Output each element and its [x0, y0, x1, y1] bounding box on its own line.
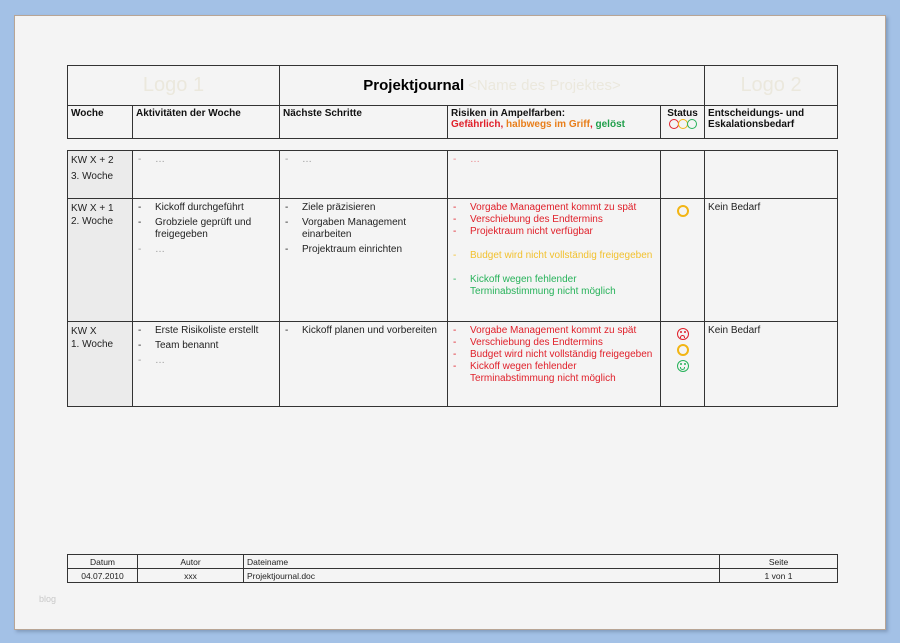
- col-header-risiken: [448, 106, 661, 139]
- risk-legend: [451, 119, 657, 130]
- footer-seite-value: 1 von 1: [720, 569, 838, 583]
- title-cell: [280, 66, 705, 106]
- footer-dateiname-label: Dateiname: [244, 555, 720, 569]
- kw-label: KW X: [71, 326, 97, 337]
- logo-1: Logo 1: [68, 66, 280, 106]
- col-header-naechste: Nächste Schritte: [280, 106, 448, 139]
- happy-face-icon: [687, 119, 697, 129]
- list-item: - …: [136, 154, 276, 166]
- document-footer: [67, 554, 838, 583]
- week-label: 2. Woche: [71, 216, 114, 227]
- legend-yellow: halbwegs im Griff: [506, 119, 590, 130]
- next-steps-cell[interactable]: [280, 322, 448, 407]
- title-row: [68, 66, 838, 106]
- column-header-row: [68, 106, 838, 139]
- status-cell[interactable]: [661, 199, 705, 322]
- list-item: - Kickoff planen und vorbereiten: [283, 325, 444, 337]
- risk-item: - Verschiebung des Endtermins: [451, 337, 657, 349]
- status-title: Status: [667, 108, 698, 119]
- risk-item: - Vorgabe Management kommt zu spät: [451, 202, 657, 214]
- next-steps-cell[interactable]: [280, 199, 448, 322]
- legend-sep: ,: [500, 119, 507, 130]
- list-item: - Kickoff durchgeführt: [136, 202, 276, 214]
- list-item: - Grobziele geprüft und freigegeben: [136, 217, 276, 241]
- risk-item: - Kickoff wegen fehlender Terminabstimmung nicht möglich: [451, 361, 657, 385]
- col-header-aktivitaeten: Aktivitäten der Woche: [133, 106, 280, 139]
- week-label: 3. Woche: [71, 171, 114, 182]
- week-cell: [68, 322, 133, 407]
- risk-item: - Verschiebung des Endtermins: [451, 214, 657, 226]
- list-item: - Projektraum einrichten: [283, 244, 444, 256]
- activities-cell[interactable]: [133, 151, 280, 199]
- list-item: - …: [283, 154, 444, 166]
- footer-header-row: [68, 555, 838, 569]
- legend-red: Gefährlich: [451, 119, 501, 130]
- risks-cell[interactable]: [448, 322, 661, 407]
- legend-green: gelöst: [595, 119, 625, 130]
- list-item: - Erste Risikoliste erstellt: [136, 325, 276, 337]
- project-name-placeholder[interactable]: <Name des Projektes>: [468, 77, 621, 94]
- week-cell: [68, 199, 133, 322]
- risks-cell[interactable]: [448, 199, 661, 322]
- list-item: - Vorgaben Management einarbeiten: [283, 217, 444, 241]
- happy-face-icon: [677, 360, 689, 372]
- logo-2: Logo 2: [705, 66, 838, 106]
- status-legend-icons: [662, 119, 703, 130]
- risk-item: - Projektraum nicht verfügbar: [451, 226, 657, 238]
- neutral-circle-icon: [677, 205, 689, 217]
- footer-autor-value[interactable]: xxx: [138, 569, 244, 583]
- table-row: [68, 199, 838, 322]
- risk-item: - …: [451, 154, 657, 166]
- next-steps-cell[interactable]: [280, 151, 448, 199]
- col-header-eskalation: Entscheidungs- und Eskalationsbedarf: [705, 106, 838, 139]
- sad-face-icon: [677, 328, 689, 340]
- risks-cell[interactable]: [448, 151, 661, 199]
- footer-dateiname-value[interactable]: Projektjournal.doc: [244, 569, 720, 583]
- week-cell: [68, 151, 133, 199]
- footer-datum-value[interactable]: 04.07.2010: [68, 569, 138, 583]
- footer-autor-label: Autor: [138, 555, 244, 569]
- escalation-cell[interactable]: [705, 151, 838, 199]
- col-header-woche: Woche: [68, 106, 133, 139]
- table-row: [68, 151, 838, 199]
- watermark: blog: [39, 594, 57, 604]
- col-header-status: [661, 106, 705, 139]
- activities-cell[interactable]: [133, 322, 280, 407]
- journal-table: [67, 65, 838, 407]
- status-cell[interactable]: [661, 322, 705, 407]
- footer-seite-label: Seite: [720, 555, 838, 569]
- neutral-circle-icon: [677, 344, 689, 356]
- risk-item: - Kickoff wegen fehlender Terminabstimmung nicht möglich: [451, 274, 657, 298]
- kw-label: KW X + 1: [71, 203, 114, 214]
- week-label: 1. Woche: [71, 339, 114, 350]
- list-item: - …: [136, 244, 276, 256]
- risk-item: - Vorgabe Management kommt zu spät: [451, 325, 657, 337]
- kw-label: KW X + 2: [71, 155, 114, 166]
- footer-datum-label: Datum: [68, 555, 138, 569]
- risk-item: - Budget wird nicht vollständig freigegeben: [451, 250, 657, 262]
- list-item: - Ziele präzisieren: [283, 202, 444, 214]
- risk-item: - Budget wird nicht vollständig freigegeben: [451, 349, 657, 361]
- spacer-row: [68, 139, 838, 151]
- activities-cell[interactable]: [133, 199, 280, 322]
- escalation-cell[interactable]: Kein Bedarf: [705, 322, 838, 407]
- risiken-title: Risiken in Ampelfarben:: [451, 108, 566, 119]
- document-page: [14, 15, 886, 630]
- footer-value-row: [68, 569, 838, 583]
- list-item: - Team benannt: [136, 340, 276, 352]
- page-title: Projektjournal: [363, 77, 465, 94]
- list-item: - …: [136, 355, 276, 367]
- table-row: [68, 322, 838, 407]
- status-cell[interactable]: [661, 151, 705, 199]
- escalation-cell[interactable]: Kein Bedarf: [705, 199, 838, 322]
- legend-sep: ,: [589, 119, 596, 130]
